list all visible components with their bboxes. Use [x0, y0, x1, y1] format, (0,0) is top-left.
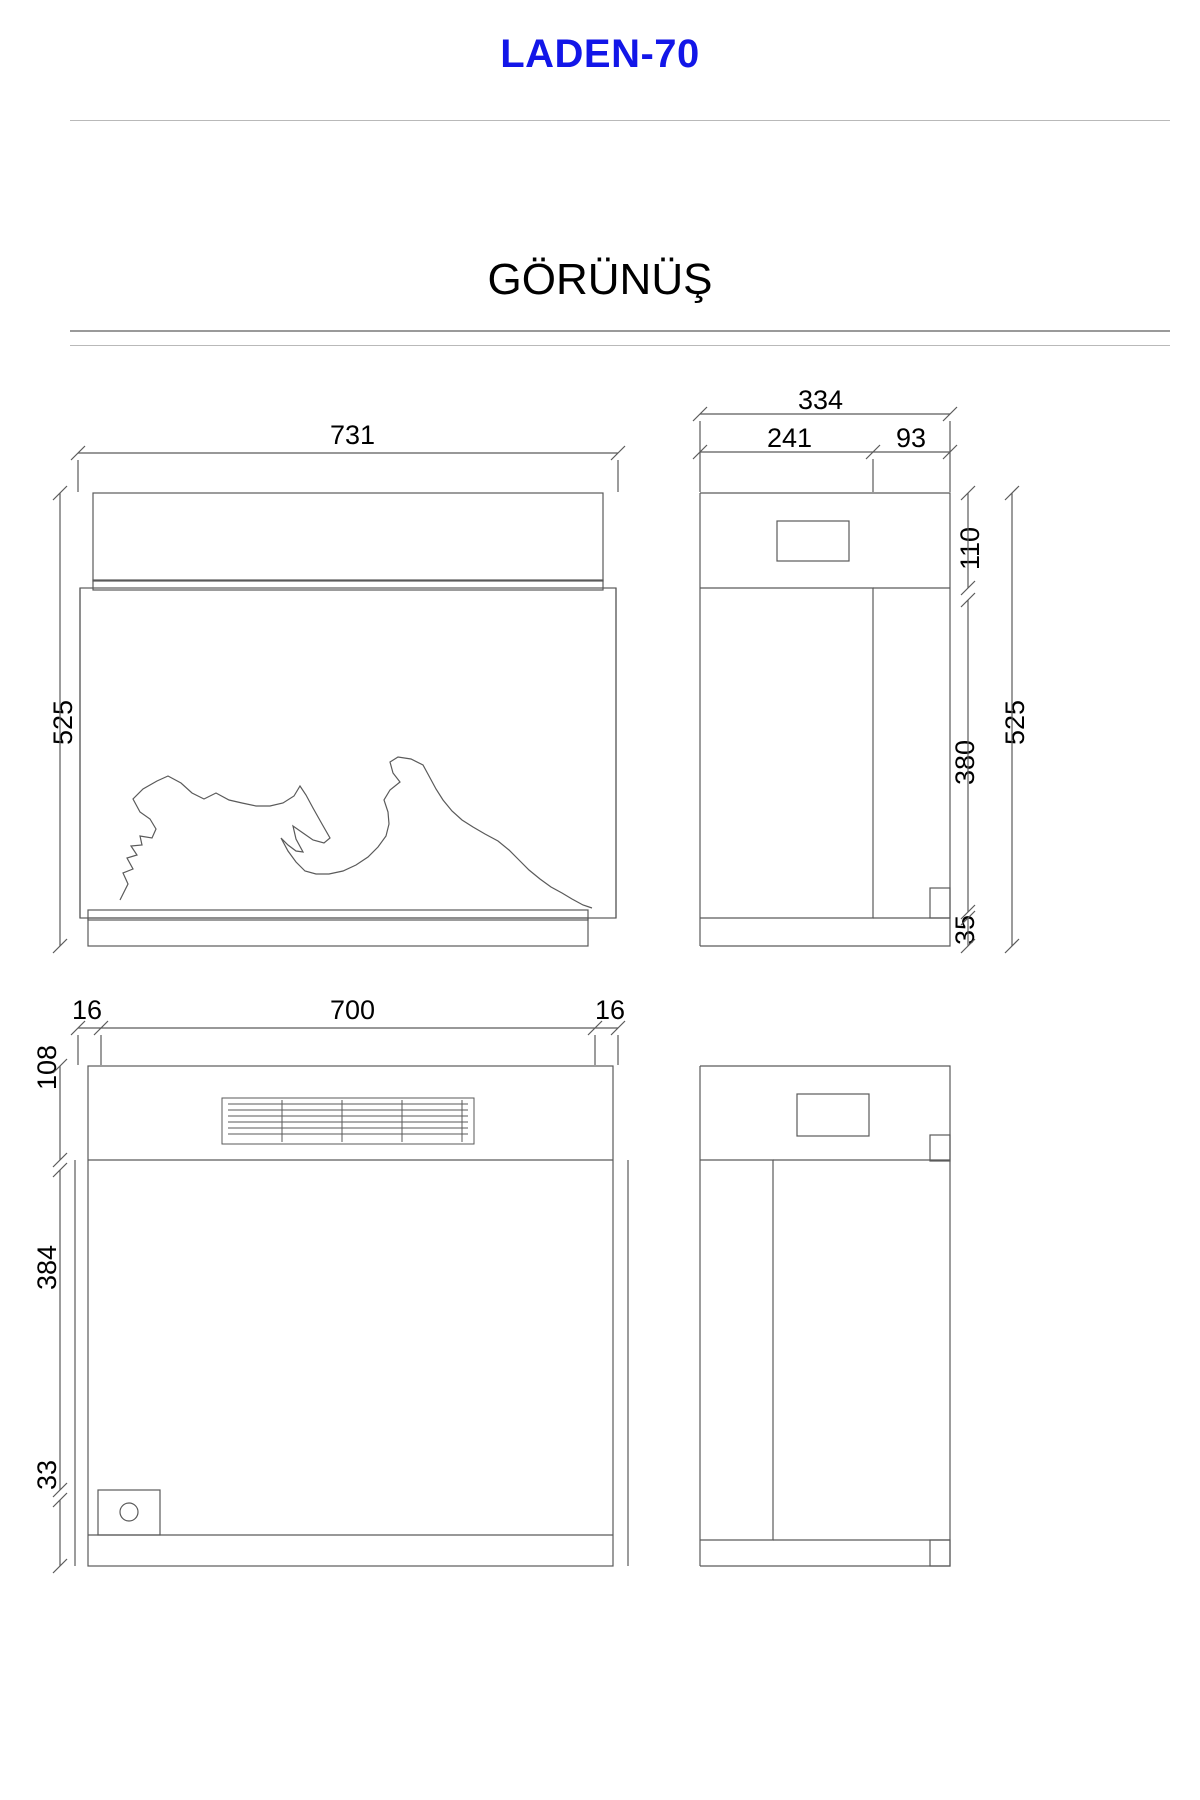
- dim-731: 731: [330, 420, 376, 450]
- dim-525-right: 525: [1000, 699, 1030, 745]
- dim-35: 35: [950, 914, 980, 945]
- divider-section-b: [70, 345, 1170, 346]
- divider-section-a: [70, 330, 1170, 332]
- dim-33: 33: [32, 1459, 62, 1490]
- dim-93: 93: [896, 423, 927, 453]
- dim-110: 110: [955, 526, 985, 570]
- page-title: LADEN-70: [500, 32, 700, 76]
- dim-108: 108: [32, 1044, 62, 1090]
- dim-16-right: 16: [595, 995, 626, 1025]
- dim-384: 384: [32, 1244, 62, 1290]
- dim-241: 241: [767, 423, 813, 453]
- divider-top: [70, 120, 1170, 121]
- dim-380: 380: [950, 739, 980, 785]
- dim-16-left: 16: [72, 995, 103, 1025]
- dim-334: 334: [798, 385, 844, 415]
- section-title: GÖRÜNÜŞ: [487, 255, 713, 304]
- dim-525-left: 525: [48, 699, 78, 745]
- dim-700: 700: [330, 995, 376, 1025]
